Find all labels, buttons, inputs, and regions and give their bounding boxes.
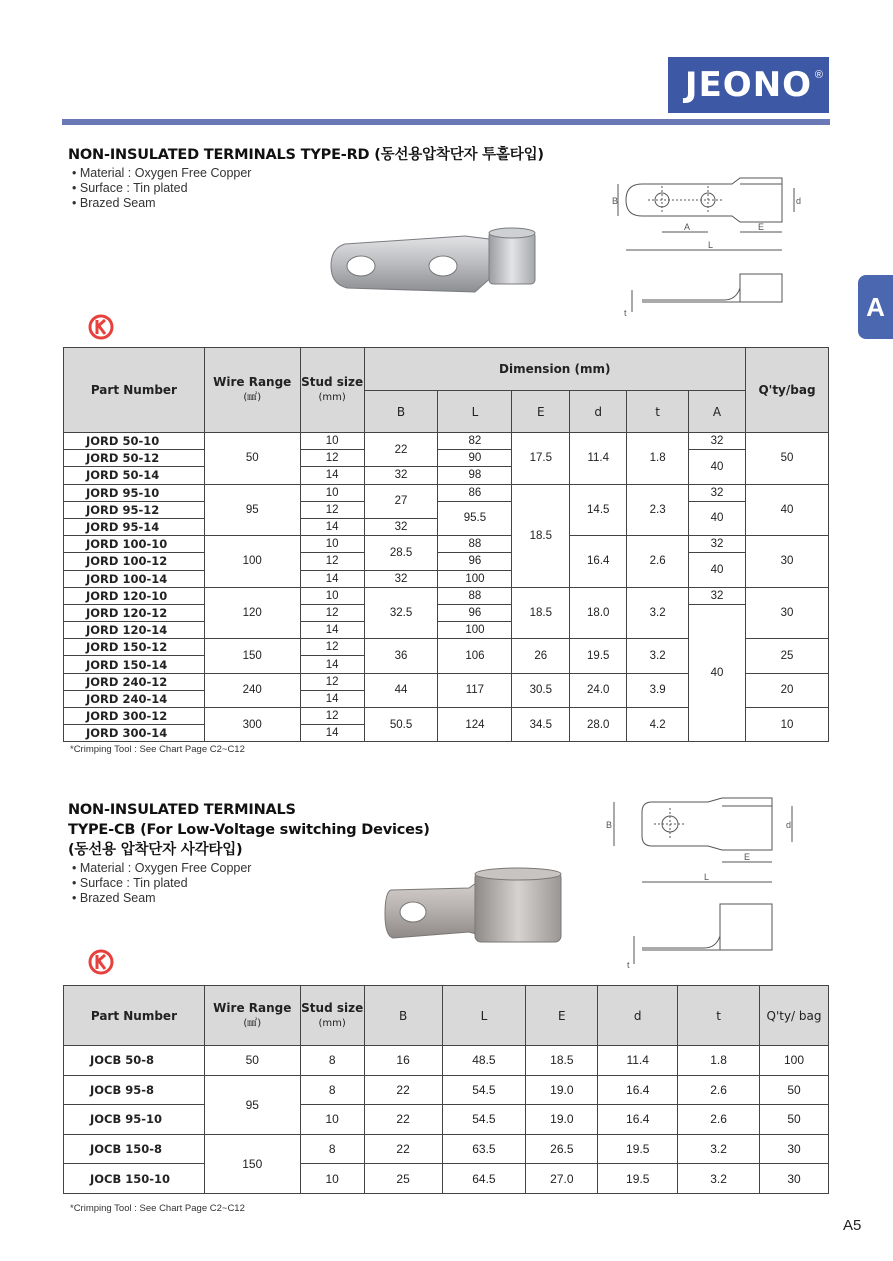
part-number-cell: JOCB 95-8: [64, 1075, 205, 1105]
part-number-cell: JORD 120-10: [64, 587, 205, 604]
A-cell: 32: [689, 536, 746, 553]
L-cell: 106: [438, 639, 512, 673]
t-cell: 2.6: [627, 536, 689, 588]
part-number-cell: JOCB 50-8: [64, 1046, 205, 1076]
stud-size-cell: 8: [300, 1075, 364, 1105]
cb-terminal-photo: [383, 866, 568, 946]
rd-dim-t: t: [624, 308, 627, 318]
E-cell: 18.5: [526, 1046, 598, 1076]
L-cell: 100: [438, 622, 512, 639]
part-number-cell: JORD 50-14: [64, 467, 205, 484]
stud-size-cell: 8: [300, 1134, 364, 1164]
d-cell: 19.5: [598, 1164, 678, 1194]
rd-dim-A: A: [684, 222, 691, 232]
cb-dim-L: L: [704, 872, 710, 882]
col-wire-range-unit: (㎟): [243, 392, 262, 403]
wire-range-cell: 50: [204, 433, 300, 485]
qty-cell: 50: [760, 1105, 829, 1135]
rd-dim-L: L: [708, 240, 714, 250]
stud-size-cell: 10: [300, 587, 364, 604]
cb-dim-E: E: [744, 852, 751, 862]
B-cell: 50.5: [364, 708, 438, 742]
rd-spec-seam: • Brazed Seam: [72, 196, 251, 211]
cb-section-title: [68, 800, 430, 860]
part-number-cell: JORD 100-10: [64, 536, 205, 553]
col-qty-bag: Q'ty/bag: [745, 348, 828, 433]
qty-cell: 30: [760, 1134, 829, 1164]
table-row: [64, 604, 829, 621]
col-dimension-group: Dimension (mm): [364, 348, 745, 391]
rd-dim-d: d: [796, 196, 802, 206]
qty-cell: 100: [760, 1046, 829, 1076]
rd-spec-material: • Material : Oxygen Free Copper: [72, 166, 251, 181]
wire-range-cell: 150: [204, 1134, 300, 1193]
wire-range-cell: 120: [204, 587, 300, 639]
part-number-cell: JOCB 150-8: [64, 1134, 205, 1164]
part-number-cell: JORD 150-12: [64, 639, 205, 656]
part-number-cell: JORD 95-12: [64, 501, 205, 518]
col-d: d: [570, 391, 627, 433]
table-row: [64, 1105, 829, 1135]
cb-spec-material: • Material : Oxygen Free Copper: [72, 861, 251, 876]
d-cell: 24.0: [570, 673, 627, 707]
part-number-cell: JORD 95-14: [64, 518, 205, 535]
stud-size-cell: 14: [300, 518, 364, 535]
rd-dimension-drawing: [612, 170, 812, 330]
brand-logo: [668, 57, 829, 113]
part-number-cell: JORD 120-14: [64, 622, 205, 639]
rd-section-title: NON-INSULATED TERMINALS TYPE-RD (동선용압착단자 투홀타입): [68, 147, 544, 163]
stud-size-cell: 12: [300, 604, 364, 621]
stud-size-cell: 12: [300, 639, 364, 656]
col-E: E: [512, 391, 570, 433]
cb-spec-list: [72, 861, 251, 906]
L-cell: 82: [438, 433, 512, 450]
B-cell: 28.5: [364, 536, 438, 570]
table-row: [64, 536, 829, 553]
col-B: B: [364, 986, 442, 1046]
table-row: [64, 433, 829, 450]
cb-footnote: *Crimping Tool : See Chart Page C2~C12: [70, 1203, 245, 1214]
stud-size-cell: 14: [300, 570, 364, 587]
qty-cell: 50: [760, 1075, 829, 1105]
col-stud-size-label: Stud size: [301, 1000, 364, 1015]
stud-size-cell: 8: [300, 1046, 364, 1076]
stud-size-cell: 14: [300, 467, 364, 484]
part-number-cell: JORD 95-10: [64, 484, 205, 501]
col-qty-bag: Q'ty/ bag: [760, 986, 829, 1046]
stud-size-cell: 14: [300, 656, 364, 673]
table-row: [64, 1075, 829, 1105]
part-number-cell: JORD 100-12: [64, 553, 205, 570]
t-cell: 1.8: [627, 433, 689, 485]
col-B: B: [364, 391, 438, 433]
table-row: [64, 1046, 829, 1076]
L-cell: 95.5: [438, 501, 512, 535]
B-cell: 32: [364, 467, 438, 484]
qty-cell: 50: [745, 433, 828, 485]
rd-spec-list: [72, 166, 251, 211]
col-stud-size-label: Stud size: [301, 375, 364, 389]
cb-spec-table: [63, 985, 829, 1194]
rd-dim-B: B: [612, 196, 619, 206]
L-cell: 90: [438, 450, 512, 467]
col-wire-range: [204, 986, 300, 1046]
wire-range-cell: 240: [204, 673, 300, 707]
d-cell: 11.4: [598, 1046, 678, 1076]
stud-size-cell: 10: [300, 536, 364, 553]
col-wire-range-label: Wire Range: [213, 375, 292, 389]
qty-cell: 25: [745, 639, 828, 673]
A-cell: 40: [689, 553, 746, 587]
E-cell: 26: [512, 639, 570, 673]
stud-size-cell: 10: [300, 1164, 364, 1194]
L-cell: 124: [438, 708, 512, 742]
qty-cell: 30: [745, 587, 828, 639]
B-cell: 25: [364, 1164, 442, 1194]
qty-cell: 20: [745, 673, 828, 707]
cb-dim-B: B: [606, 820, 613, 830]
stud-size-cell: 14: [300, 622, 364, 639]
B-cell: 22: [364, 1075, 442, 1105]
wire-range-cell: 95: [204, 484, 300, 536]
B-cell: 22: [364, 433, 438, 467]
qty-cell: 30: [760, 1164, 829, 1194]
E-cell: 18.5: [512, 484, 570, 587]
brand-name: JEONO: [684, 65, 813, 105]
stud-size-cell: 14: [300, 690, 364, 707]
part-number-cell: JORD 50-12: [64, 450, 205, 467]
col-E: E: [526, 986, 598, 1046]
cb-title-line-1: NON-INSULATED TERMINALS: [68, 802, 296, 818]
E-cell: 26.5: [526, 1134, 598, 1164]
ks-certification-icon: [88, 949, 114, 975]
A-cell: 32: [689, 587, 746, 604]
section-tab[interactable]: A: [858, 275, 893, 339]
B-cell: 32: [364, 570, 438, 587]
col-part-number: Part Number: [64, 348, 205, 433]
col-L: L: [438, 391, 512, 433]
L-cell: 100: [438, 570, 512, 587]
part-number-cell: JORD 120-12: [64, 604, 205, 621]
t-cell: 3.2: [678, 1164, 760, 1194]
cb-title-line-3: (동선용 압착단자 사각타입): [68, 842, 243, 858]
qty-cell: 10: [745, 708, 828, 742]
stud-size-cell: 12: [300, 501, 364, 518]
header-rule: [62, 119, 830, 125]
col-stud-size: [300, 348, 364, 433]
E-cell: 34.5: [512, 708, 570, 742]
table-row: [64, 450, 829, 467]
d-cell: 19.5: [570, 639, 627, 673]
page-number: A5: [843, 1217, 862, 1234]
col-wire-range-label: Wire Range: [213, 1000, 292, 1015]
E-cell: 18.5: [512, 587, 570, 639]
rd-footnote: *Crimping Tool : See Chart Page C2~C12: [70, 744, 245, 755]
E-cell: 30.5: [512, 673, 570, 707]
stud-size-cell: 10: [300, 433, 364, 450]
L-cell: 48.5: [442, 1046, 526, 1076]
cb-title-line-2: TYPE-CB (For Low-Voltage switching Devices): [68, 822, 430, 838]
B-cell: 16: [364, 1046, 442, 1076]
d-cell: 16.4: [598, 1105, 678, 1135]
col-d: d: [598, 986, 678, 1046]
t-cell: 2.6: [678, 1075, 760, 1105]
part-number-cell: JORD 50-10: [64, 433, 205, 450]
part-number-cell: JORD 150-14: [64, 656, 205, 673]
table-row: [64, 501, 829, 518]
col-A: A: [689, 391, 746, 433]
stud-size-cell: 10: [300, 1105, 364, 1135]
B-cell: 22: [364, 1134, 442, 1164]
L-cell: 64.5: [442, 1164, 526, 1194]
L-cell: 88: [438, 587, 512, 604]
E-cell: 19.0: [526, 1075, 598, 1105]
stud-size-cell: 14: [300, 725, 364, 742]
cb-dimension-drawing: [600, 796, 800, 976]
t-cell: 2.3: [627, 484, 689, 536]
A-cell: 32: [689, 433, 746, 450]
B-cell: 32.5: [364, 587, 438, 639]
L-cell: 98: [438, 467, 512, 484]
table-row: [64, 1164, 829, 1194]
part-number-cell: JORD 100-14: [64, 570, 205, 587]
rd-terminal-photo: [325, 222, 545, 298]
table-row: [64, 1134, 829, 1164]
L-cell: 63.5: [442, 1134, 526, 1164]
L-cell: 96: [438, 553, 512, 570]
L-cell: 117: [438, 673, 512, 707]
table-row: [64, 553, 829, 570]
stud-size-cell: 10: [300, 484, 364, 501]
t-cell: 3.2: [678, 1134, 760, 1164]
part-number-cell: JORD 240-12: [64, 673, 205, 690]
table-row: [64, 484, 829, 501]
t-cell: 3.2: [627, 639, 689, 673]
col-stud-size-unit: (mm): [318, 392, 346, 403]
part-number-cell: JORD 300-14: [64, 725, 205, 742]
stud-size-cell: 12: [300, 673, 364, 690]
stud-size-cell: 12: [300, 553, 364, 570]
t-cell: 1.8: [678, 1046, 760, 1076]
B-cell: 44: [364, 673, 438, 707]
wire-range-cell: 50: [204, 1046, 300, 1076]
t-cell: 3.2: [627, 587, 689, 639]
d-cell: 14.5: [570, 484, 627, 536]
t-cell: 2.6: [678, 1105, 760, 1135]
cb-spec-surface: • Surface : Tin plated: [72, 876, 251, 891]
col-wire-range: [204, 348, 300, 433]
part-number-cell: JOCB 95-10: [64, 1105, 205, 1135]
col-part-number: Part Number: [64, 986, 205, 1046]
ks-certification-icon: [88, 314, 114, 340]
rd-dim-E: E: [758, 222, 765, 232]
B-cell: 27: [364, 484, 438, 518]
col-t: t: [627, 391, 689, 433]
wire-range-cell: 95: [204, 1075, 300, 1134]
wire-range-cell: 100: [204, 536, 300, 588]
A-cell: 40: [689, 501, 746, 535]
L-cell: 54.5: [442, 1105, 526, 1135]
table-row: [64, 587, 829, 604]
B-cell: 36: [364, 639, 438, 673]
cb-dim-d: d: [786, 820, 792, 830]
d-cell: 19.5: [598, 1134, 678, 1164]
d-cell: 11.4: [570, 433, 627, 485]
B-cell: 32: [364, 518, 438, 535]
d-cell: 16.4: [570, 536, 627, 588]
rd-spec-table: [63, 347, 829, 742]
E-cell: 27.0: [526, 1164, 598, 1194]
cb-spec-seam: • Brazed Seam: [72, 891, 251, 906]
wire-range-cell: 300: [204, 708, 300, 742]
L-cell: 54.5: [442, 1075, 526, 1105]
brand-registered-mark: ®: [814, 69, 823, 81]
col-L: L: [442, 986, 526, 1046]
part-number-cell: JOCB 150-10: [64, 1164, 205, 1194]
col-t: t: [678, 986, 760, 1046]
A-cell: 40: [689, 450, 746, 484]
A-cell: 40: [689, 604, 746, 742]
d-cell: 28.0: [570, 708, 627, 742]
t-cell: 3.9: [627, 673, 689, 707]
wire-range-cell: 150: [204, 639, 300, 673]
d-cell: 18.0: [570, 587, 627, 639]
d-cell: 16.4: [598, 1075, 678, 1105]
qty-cell: 30: [745, 536, 828, 588]
col-wire-range-unit: (㎟): [243, 1017, 262, 1029]
col-stud-size-unit: (mm): [318, 1017, 346, 1029]
qty-cell: 40: [745, 484, 828, 536]
L-cell: 96: [438, 604, 512, 621]
A-cell: 32: [689, 484, 746, 501]
rd-spec-surface: • Surface : Tin plated: [72, 181, 251, 196]
part-number-cell: JORD 300-12: [64, 708, 205, 725]
L-cell: 86: [438, 484, 512, 501]
part-number-cell: JORD 240-14: [64, 690, 205, 707]
B-cell: 22: [364, 1105, 442, 1135]
stud-size-cell: 12: [300, 708, 364, 725]
stud-size-cell: 12: [300, 450, 364, 467]
col-stud-size: [300, 986, 364, 1046]
t-cell: 4.2: [627, 708, 689, 742]
L-cell: 88: [438, 536, 512, 553]
cb-dim-t: t: [627, 960, 630, 970]
E-cell: 19.0: [526, 1105, 598, 1135]
E-cell: 17.5: [512, 433, 570, 485]
